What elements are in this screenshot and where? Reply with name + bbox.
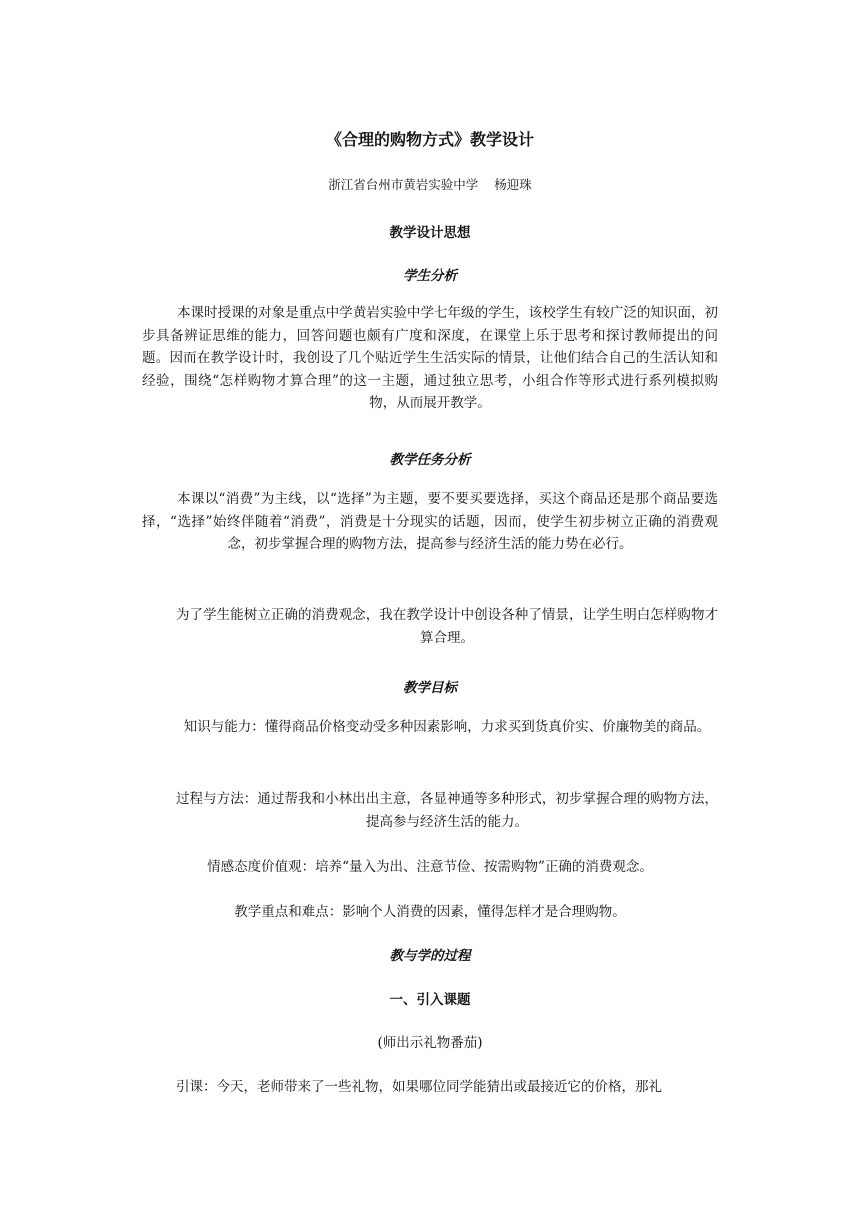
heading-introduction: 一、引入课题 bbox=[389, 992, 471, 1008]
heading-teaching-process: 教与学的过程 bbox=[389, 948, 471, 964]
paragraph-task-analysis-2: 为了学生能树立正确的消费观念，我在教学设计中创设各种了情景，让学生明白怎样购物才算合理。 bbox=[176, 607, 718, 646]
paragraph-goal-knowledge: 知识与能力：懂得商品价格变动受多种因素影响，力求买到货真价实、价廉物美的商品。 bbox=[183, 719, 711, 735]
paragraph-lead-in: 引课：今天，老师带来了一些礼物，如果哪位同学能猜出或最接近它的价格，那礼 bbox=[176, 1079, 662, 1095]
author-line bbox=[0, 175, 860, 193]
heading-student-analysis: 学生分析 bbox=[403, 268, 457, 284]
author-school: 浙江省台州市黄岩实验中学 bbox=[328, 177, 479, 192]
paragraph-goal-attitude: 情感态度价值观：培养“量入为出、注意节俭、按需购物”正确的消费观念。 bbox=[207, 859, 653, 875]
document-title: 《合理的购物方式》教学设计 bbox=[325, 130, 534, 149]
paragraph-student-analysis: 本课时授课的对象是重点中学黄岩实验中学七年级的学生，该校学生有较广泛的知识面，初步具备辨证思维的能力，回答问题也颇有广度和深度，在课堂上乐于思考和探讨教师提出的问题。因而在教学设计时，我创设了几个贴近学生生活实际的情景，让他们结合自己的生活认知和经验，围绕“怎样购物才算合理”的这一主题，通过独立思考，小组合作等形式进行系列模拟购物，从而展开教学。 bbox=[142, 305, 718, 412]
heading-task-analysis: 教学任务分析 bbox=[389, 452, 471, 468]
paragraph-task-analysis-1: 本课以“消费”为主线，以“选择”为主题，要不要买要选择，买这个商品还是那个商品要选择，“选择”始终伴随着“消费”，消费是十分现实的话题，因而，使学生初步树立正确的消费观念，初步掌握合理的购物方法，提高参与经济生活的能力势在必行。 bbox=[142, 491, 718, 553]
paragraph-goal-process: 过程与方法：通过帮我和小林出出主意，各显神通等多种形式，初步掌握合理的购物方法，提高参与经济生活的能力。 bbox=[176, 791, 718, 830]
author-name: 杨迎珠 bbox=[494, 177, 532, 192]
section-heading-design: 教学设计思想 bbox=[389, 225, 471, 241]
heading-teaching-goals: 教学目标 bbox=[403, 680, 457, 696]
paragraph-teacher-shows-gift: (师出示礼物番茄) bbox=[377, 1035, 483, 1051]
paragraph-key-points: 教学重点和难点：影响个人消费的因素，懂得怎样才是合理购物。 bbox=[234, 904, 626, 920]
